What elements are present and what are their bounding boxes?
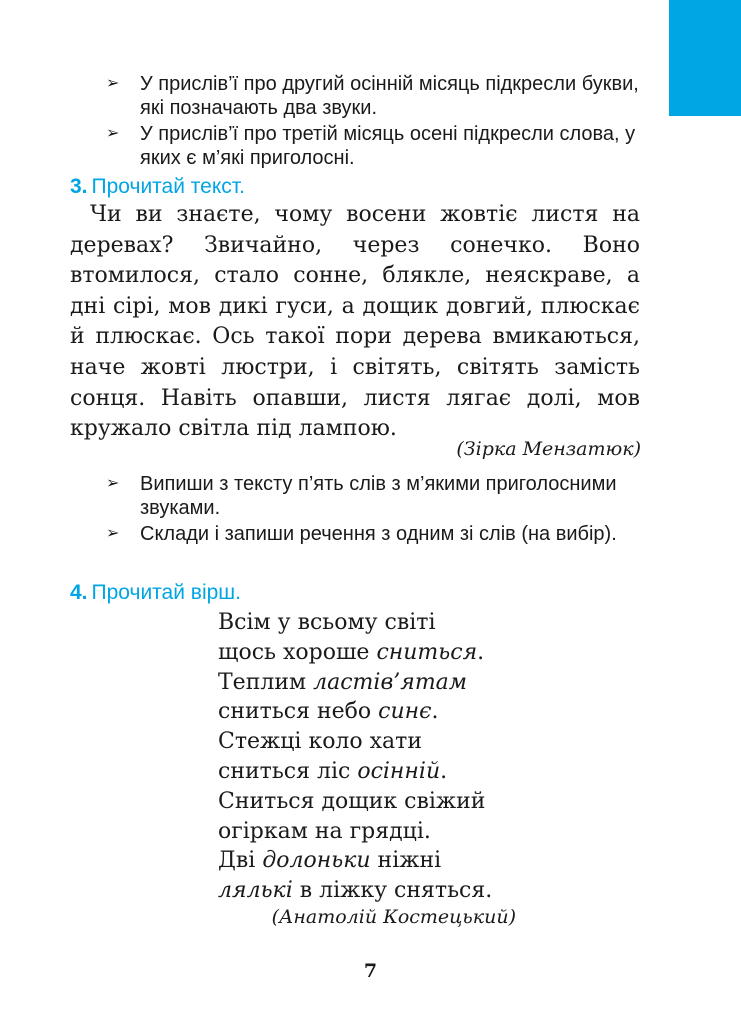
arrow-bullet-icon: ➢ (106, 75, 120, 92)
bullet-text: Склади і запиши речення з одним зі слів (на вибір). (140, 523, 617, 545)
poem-line: Дві долоньки ніжні (218, 848, 442, 874)
task4-number: 4. (70, 581, 88, 604)
task4-heading-text: Прочитай вірш. (91, 581, 241, 604)
bullet-item (0, 522, 741, 546)
arrow-bullet-icon: ➢ (106, 125, 120, 142)
bullet-text: У прислів’ї про другий осінній місяць підкресли букви, які позначають два звуки. (140, 73, 639, 119)
poem-line: Стежці коло хати (218, 729, 423, 755)
task3-author: (Зірка Мензатюк) (456, 438, 641, 460)
task3-bullet-list (0, 472, 741, 548)
page-number: 7 (363, 960, 378, 982)
bullet-item (0, 472, 741, 520)
bullet-item (0, 72, 741, 120)
poem-line: щось хороше сниться. (218, 639, 485, 665)
task3-text: Чи ви знаєте, чому восени жовтіє листя на деревах? Звичайно, через сонечко. Воно втомилося, стало сонне, блякле, неяскраве, а дні сірі, мов дикі гуси, а дощик довгий, плюскає й плюскає. Ось такої пори дерева вмикаються, наче жовті люстри, і світять, світять замість сонця. Навіть опавши, листя лягає долі, мов кружало світла під лампою. (70, 202, 640, 442)
bullet-item (0, 122, 741, 170)
poem-line: Всім у всьому світі (218, 610, 436, 635)
bullet-text: У прислів’ї про третій місяць осені підкресли слова, у яких є м’які приголосні. (140, 123, 636, 169)
task3-heading-text: Прочитай текст. (91, 175, 245, 198)
poem (218, 608, 492, 906)
task4-author: (Анатолій Костецький) (271, 906, 516, 928)
task4-heading (70, 580, 241, 606)
task3-number: 3. (70, 175, 88, 198)
poem-line: сниться ліс осінній. (218, 758, 448, 784)
poem-line: Теплим ластів’ятам (218, 669, 468, 695)
bullet-text: Випиши з тексту п’ять слів з м’якими приголосними звуками. (140, 473, 617, 519)
arrow-bullet-icon: ➢ (106, 525, 120, 542)
poem-line: огіркам на грядці. (218, 818, 431, 844)
poem-line: сниться небо синє. (218, 699, 439, 725)
top-bullet-list (0, 72, 741, 172)
poem-line: Сниться дощик свіжий (218, 788, 486, 814)
task3-heading (70, 174, 245, 200)
arrow-bullet-icon: ➢ (106, 475, 120, 492)
poem-line: лялькі в ліжку сняться. (218, 878, 493, 904)
